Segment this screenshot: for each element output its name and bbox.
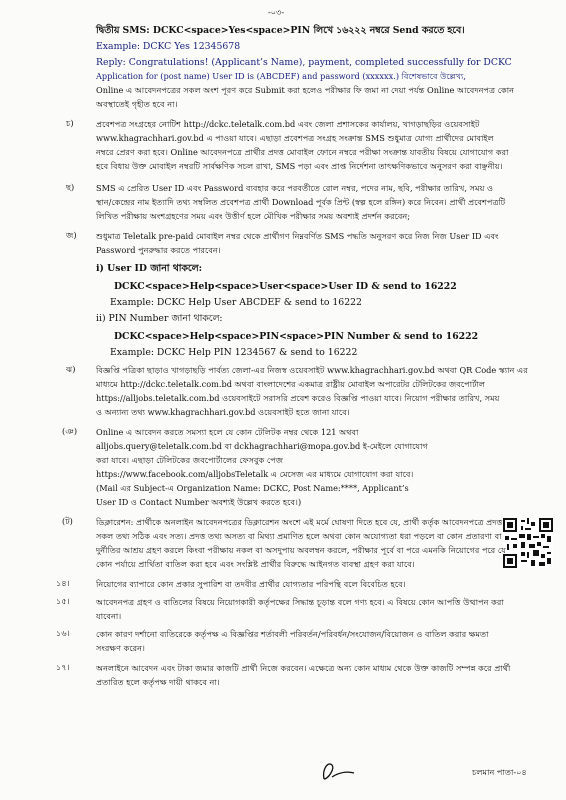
clause-16-line-1: কোন কারণ দর্শানো ব্যতিরেকে কর্তৃপক্ষ এ বিজ্ঞপ্তির শর্তাবলী পরিবর্তন/পরিবর্ধন/সংযোজন/বিয়োজন ও বাতিল করার ক্ষমতা: [96, 629, 489, 639]
admit-card-download-line-2: স্থান/কেন্দ্রের নাম ইত্যাদি তথ্য সম্বলিত প্রবেশপত্র প্রার্থী Download পূর্বক প্রিন্ট (স্বল্প হলে রঙ্গিন) করে নিবেন। প্রার্থী প্রবেশপত্রটি: [96, 197, 506, 207]
reply-line-2: Application for (post name) User ID is (ABCDEF) and password (xxxxxx.) বিশেষভাবে উল্লেখ্য,: [96, 71, 466, 81]
admit-card-notice-line-4: হবে বিধায় উক্ত মোবাইল নম্বরটি সার্বক্ষণিক সচল রাখা, SMS পড়া এবং প্রাপ্ত নির্দেশনা তাৎক্ষণিকভাবে অনুসরণ করা বাঞ্ছনীয়।: [96, 161, 503, 171]
user-id-sms-example: Example: DCKC Help User ABCDEF & send to 16222: [110, 297, 362, 308]
user-id-sms-command: DCKC<space>Help<space>User<space>User ID & send to 16222: [114, 281, 457, 292]
declaration-line-2: সকল তথ্য সঠিক এবং সত্য। প্রদত্ত তথ্য অসত্য বা মিথ্যা প্রমাণিত হলে অথবা কোন অযোগ্যতা ধরা পড়লে বা কোন প্রতারণা বা: [96, 531, 502, 541]
item-marker-ch: চ): [66, 118, 74, 128]
page-number: -০৩-: [268, 7, 285, 17]
admit-card-notice-line-3: নম্বরে প্রেরণ করা হবে। Online আবেদনপত্রে প্রার্থীর প্রদত্ত মোবাইল ফোনে নম্বরে পরীক্ষা সংক্রান্ত যাবতীয় বিষয়ে যোগাযোগ করা: [96, 147, 509, 157]
recovery-intro-line-1: শুধুমাত্র Teletalk pre-paid মোবাইল নম্বর থেকে প্রার্থীগণ নিম্নবর্ণিত SMS পদ্ধতি অনুসরণ করে নিজ নিজ User ID এবং: [96, 231, 499, 241]
declaration-line-4: কোন পর্যায়ে প্রার্থিতা বাতিল করা হবে এবং সংশ্লিষ্ট প্রার্থীর বিরুদ্ধে আইনগত ব্যবস্থা গ্রহণ করা যাবে।: [96, 559, 415, 569]
pin-known-label: ii) PIN Number জানা থাকলে:: [96, 313, 223, 324]
second-sms-instruction: দ্বিতীয় SMS: DCKC<space>Yes<space>PIN লিখে ১৬২২২ নম্বরে Send করতে হবে।: [96, 25, 465, 36]
pin-sms-example: Example: DCKC Help PIN 1234567 & send to 16222: [110, 347, 358, 358]
clause-15-line-2: যাবেনা।: [96, 611, 122, 621]
item-marker-j: জ): [66, 230, 77, 240]
clause-16-line-2: সংরক্ষণ করেন।: [96, 643, 145, 653]
item-marker-17: ১৭।: [56, 662, 70, 672]
circular-access-line-1: বিজ্ঞপ্তি পত্রিকা ছাড়াও খাগড়াছড়ি পার্বত্য জেলা-এর নিজস্ব ওয়েবসাইট www.khagrachhari.gov.bd অথবা QR Code স্ক্যান এর: [96, 365, 528, 375]
help-contact-line-4: https://www.facebook.com/alljobsTeletalk এ মেসেজ এর মাধ্যমে যোগাযোগ করা যাবে।: [96, 469, 414, 479]
user-id-known-label: i) User ID জানা থাকলে:: [96, 263, 203, 274]
help-contact-line-5: (Mail এর Subject-এ Organization Name: DCKC, Post Name:****, Applicant’s: [96, 483, 409, 493]
item-marker-nya: (ঞ): [62, 426, 78, 436]
qr-code-icon[interactable]: [503, 518, 553, 568]
second-sms-example: Example: DCKC Yes 12345678: [96, 41, 241, 52]
clause-17-line-2: প্রতারিত হলে কর্তৃপক্ষ দায়ী থাকবে না।: [96, 677, 220, 687]
reply-line-3: Online এ আবেদনপত্রের সকল অংশ পূরণ করে Submit করা হলেও পরীক্ষার ফি জমা না দেয়া পর্যন্ত Online আবেদনপত্র কোন: [96, 85, 515, 95]
item-marker-chh: ছ): [66, 182, 75, 192]
help-contact-line-2: alljobs.query@teletalk.com.bd বা dckhagrachhari@mopa.gov.bd ই-মেইলে যোগাযোগ: [96, 441, 428, 451]
admit-card-notice-line-2: www.khagrachhari.gov.bd এ পাওয়া যাবে। এছাড়া প্রবেশপত্র সংগ্রহ সংক্রান্ত SMS শুধুমাত্র যোগ্য প্রার্থীদের মোবাইল: [96, 133, 494, 143]
declaration-line-1: ডিক্লারেশন: প্রার্থীকে অনলাইন আবেদনপত্রের ডিক্লারেশন অংশে এই মর্মে ঘোষণা দিতে হবে যে, প্রার্থী কর্তৃক আবেদনপত্রে প্রদত্ত: [96, 517, 503, 527]
help-contact-line-1: Online এ আবেদন করতে সমস্যা হলে যে কোন টেলিটক নম্বর থেকে 121 অথবা: [96, 427, 359, 437]
item-marker-ta: (ট): [62, 516, 73, 526]
clause-14-text: নিয়োগের ব্যাপারে কোন প্রকার সুপারিশ বা তদবীর প্রার্থীর যোগ্যতার পরিপন্থি বলে বিবেচিত হবে।: [96, 579, 406, 589]
help-contact-line-3: করা যাবে। এছাড়া টেলিটকের জবপোর্টালের ফেসবুক পেজ: [96, 455, 284, 465]
clause-15-line-1: আবেদনপত্র গ্রহণ ও বাতিলের বিষয়ে নিয়োগকারী কর্তৃপক্ষের সিদ্ধান্ত চূড়ান্ত বলে গণ্য হবে। এ বিষয়ে কোন আপত্তি উত্থাপন করা: [96, 597, 504, 607]
help-contact-line-6: User ID ও Contact Number অবশ্যই উল্লেখ করতে হবে।): [96, 497, 302, 507]
admit-card-download-line-1: SMS এ প্রেরিত User ID এবং Password ব্যবহার করে পরবর্তীতে রোল নম্বর, পদের নাম, ছবি, পরীক্ষার তারিখ, সময় ও: [96, 183, 494, 193]
reply-line-1: Reply: Congratulations! (Applicant’s Name), payment, completed successfully for DCKC: [96, 57, 512, 68]
item-marker-14: ১৪।: [56, 578, 70, 588]
signature-icon: [318, 757, 358, 785]
declaration-line-3: দুর্নীতির আশ্রয় গ্রহণ করলে কিংবা পরীক্ষায় নকল বা অসদুপায় অবলম্বন করলে, পরীক্ষার পূর্বে বা পরে এমনকি নিয়োগের পরে যে: [96, 545, 506, 555]
clause-17-line-1: অনলাইনে আবেদন এবং টাকা জমার কাজটি প্রার্থী নিজে করবেন। এক্ষেত্রে অন্য কোন মাধ্যম থেকে উক্ত কাজটি সম্পন্ন করে প্রার্থী: [96, 663, 511, 673]
circular-access-line-4: ও অন্যান্য তথ্য www.khagrachhari.gov.bd ওয়েবসাইট হতে জানা যাবে।: [96, 407, 350, 417]
item-marker-15: ১৫।: [56, 596, 70, 606]
item-marker-16: ১৬।: [56, 628, 70, 638]
circular-access-line-3: https://alljobs.teletalk.com.bd ওয়েবসাইটে সরাসরি প্রবেশ করেও বিজ্ঞপ্তি পাওয়া যাবে। নিয়োগ পরীক্ষার তারিখ, সময়: [96, 393, 500, 403]
circular-access-line-2: মাধ্যমে http://dckc.teletalk.com.bd অথবা বাংলাদেশের একমাত্র রাষ্ট্রীয় মোবাইল অপারেটর টেলিটকের জবপোর্টাল: [96, 379, 486, 389]
reply-line-4: অবস্থাতেই গৃহীত হবে না।: [96, 99, 178, 109]
pin-sms-command: DCKC<space>Help<space>PIN<space>PIN Number & send to 16222: [114, 331, 479, 342]
admit-card-download-line-3: লিখিত পরীক্ষায় অংশগ্রহণের সময় এবং উত্তীর্ণ হলে মৌখিক পরীক্ষার সময় অবশ্যই প্রদর্শন করবেন;: [96, 211, 411, 221]
item-marker-jh: ঝ): [66, 364, 76, 374]
recovery-intro-line-2: Password পুনরুদ্ধার করতে পারবেন।: [96, 245, 221, 255]
admit-card-notice-line-1: প্রবেশপত্র সংগ্রহের নোটিশ http://dckc.teletalk.com.bd এবং জেলা প্রশাসকের কার্যালয়, খাগড়াছড়ির ওয়েবসাইট: [96, 119, 480, 129]
continued-page-note: চলমান পাতা-০৪: [472, 767, 527, 777]
